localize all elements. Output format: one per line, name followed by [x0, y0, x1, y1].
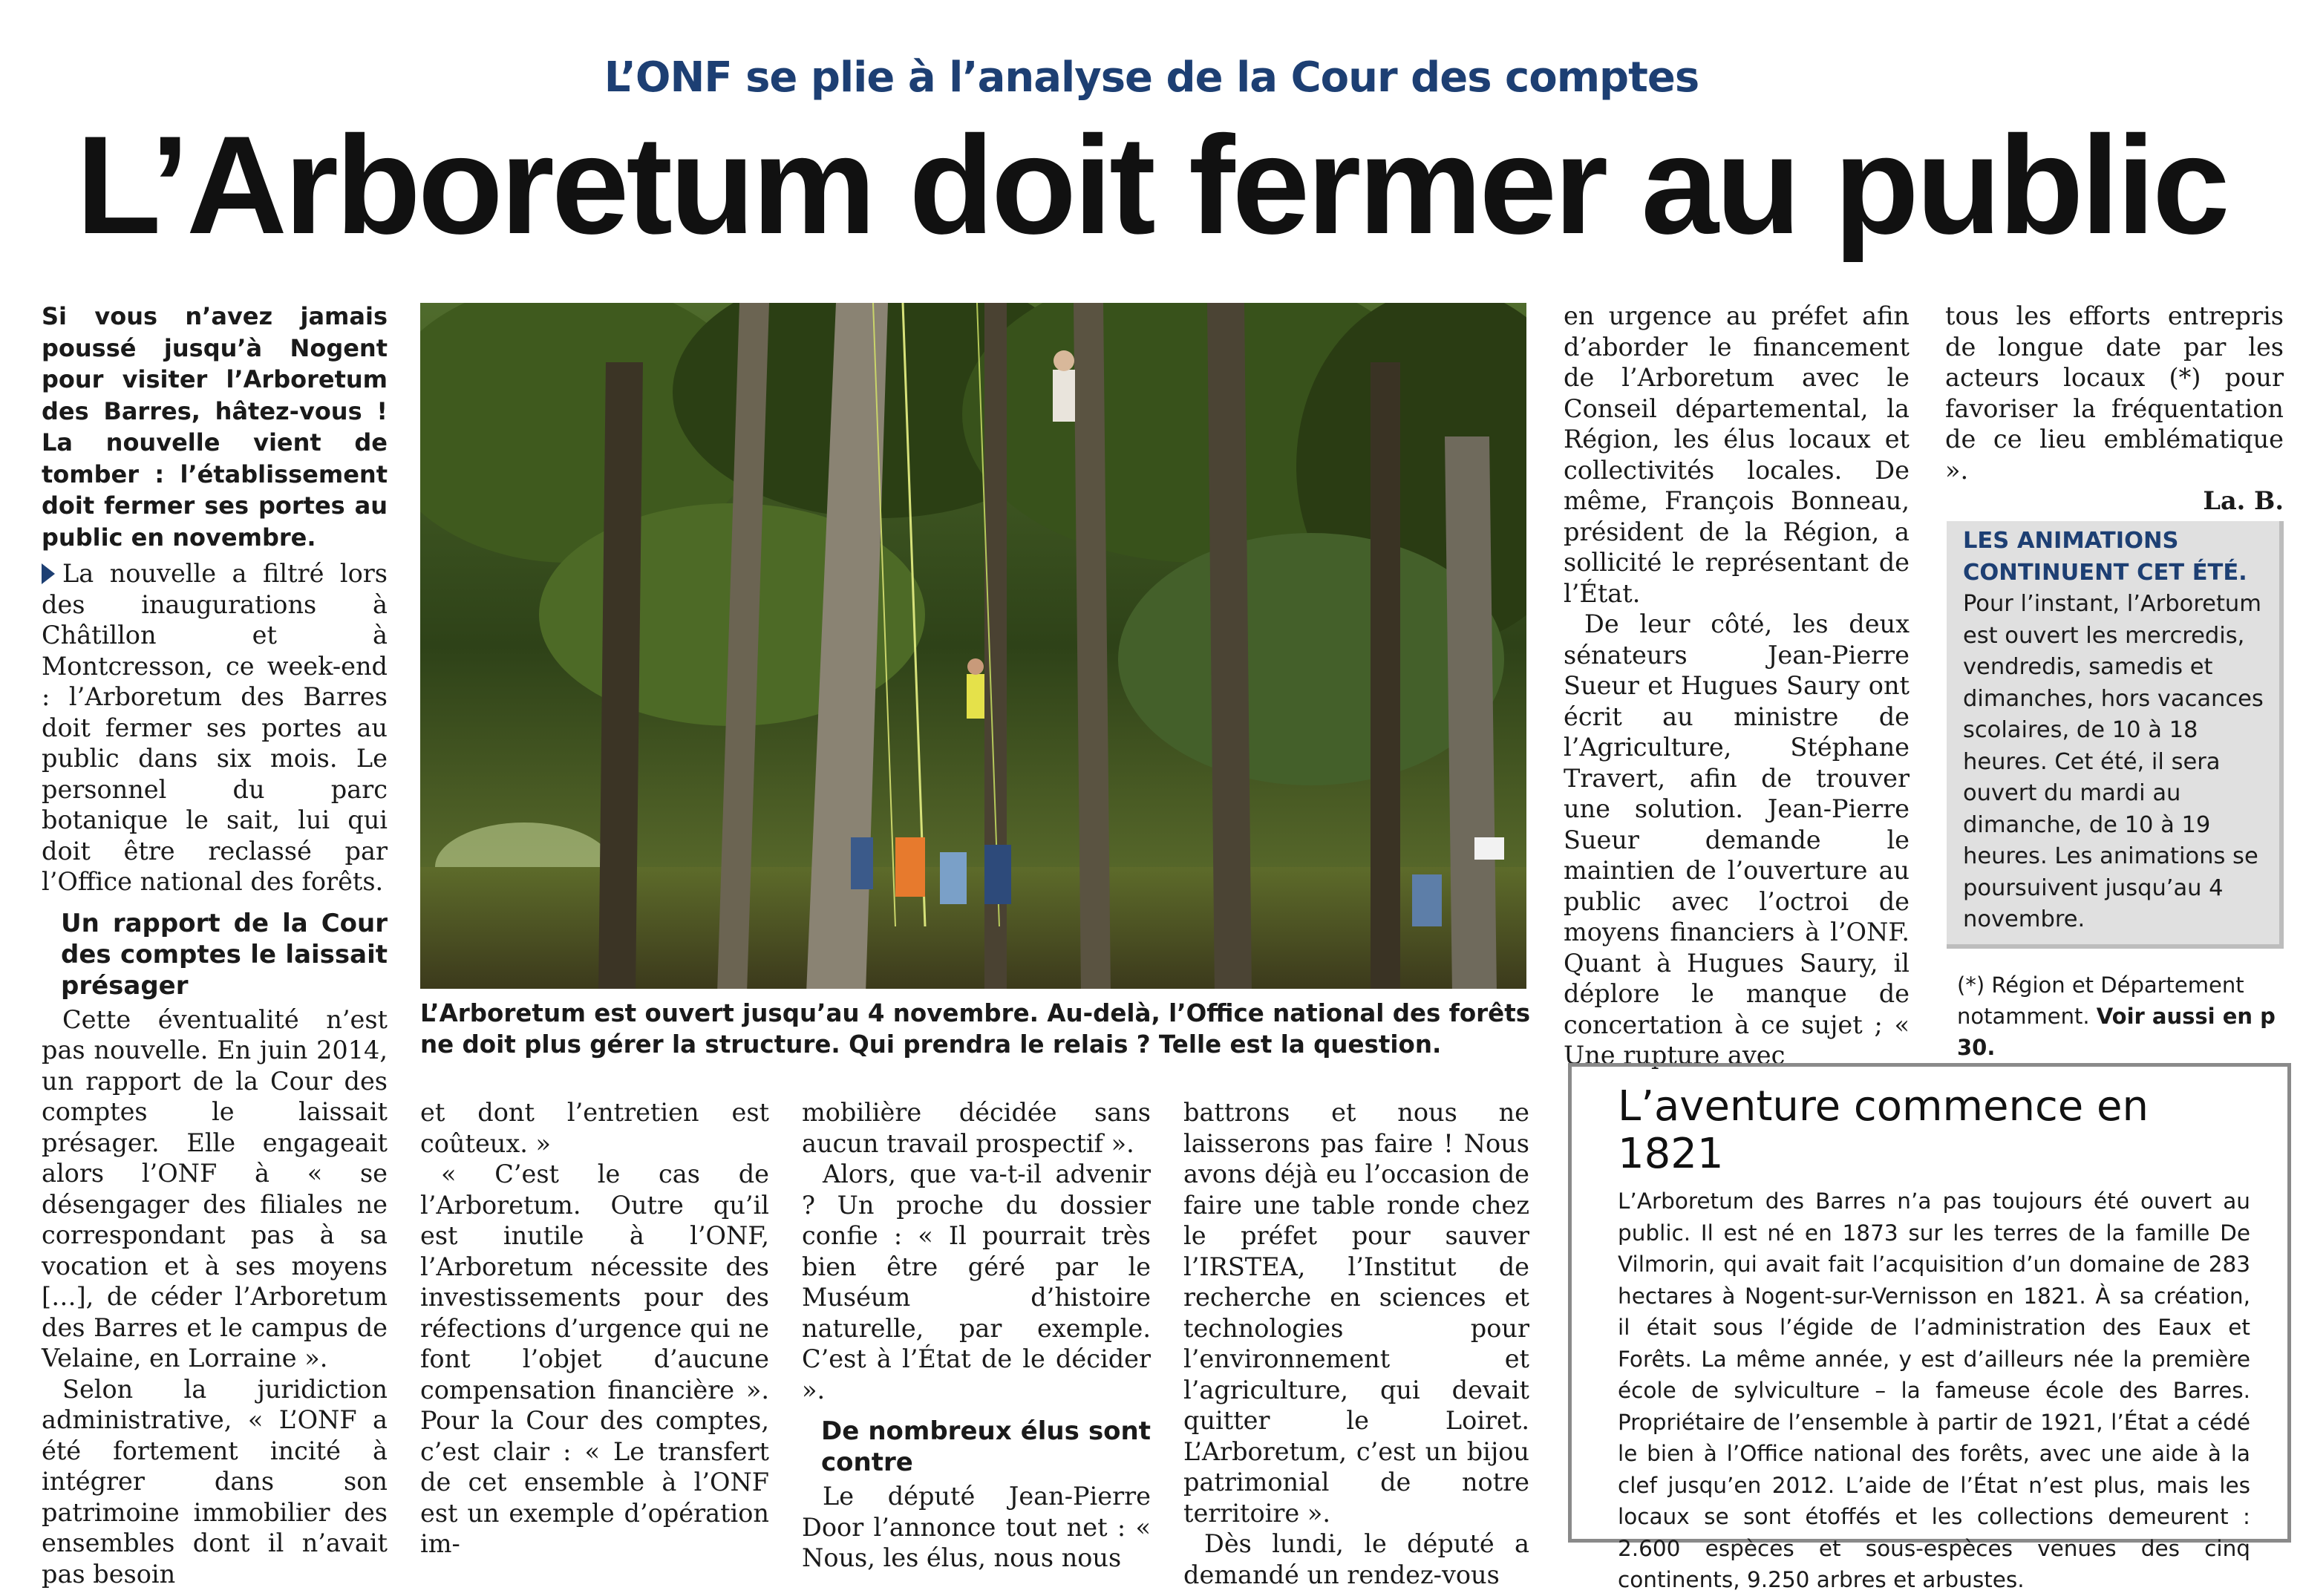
paragraph-marker-icon: [42, 563, 55, 584]
col6-paragraph-1: tous les efforts entrepris de longue date par les acteurs locaux (*) pour favoriser la fréquentation de ce lieu emblématique ».: [1945, 301, 2284, 485]
col3-paragraph-3: Le député Jean-Pierre Door l’annonce tout net : « Nous, les élus, nous nous: [802, 1482, 1151, 1572]
col3-paragraph-1: mobilière décidée sans aucun travail prospectif ».: [802, 1098, 1151, 1158]
column-2: [420, 1097, 769, 1560]
history-box: [1568, 1063, 2291, 1592]
sidebox-title: LES ANIMATIONS CONTINUENT CET ÉTÉ.: [1963, 528, 2247, 586]
article-lead: Si vous n’avez jamais poussé jusqu’à Nogent pour visiter l’Arboretum des Barres, hâtez-vous ! La nouvelle vient de tomber : l’établissement doit fermer ses portes au public en novembre.: [42, 302, 388, 552]
col3-subheading: De nombreux élus sont contre: [821, 1416, 1151, 1477]
author-signature: La. B.: [2203, 486, 2284, 515]
animations-sidebox: [1947, 521, 2284, 949]
forest-photo-illustration: [420, 303, 1526, 989]
col3-paragraph-2: Alors, que va-t-il advenir ? Un proche du dossier confie : « Il pourrait très bien être géré par le Muséum d’histoire naturelle, par exemple. C’est à l’État de le décider ».: [802, 1160, 1151, 1404]
col4-paragraph-2: Dès lundi, le député a demandé un rendez-vous: [1183, 1529, 1529, 1589]
column-1: [42, 558, 388, 1589]
col2-paragraph-2: « C’est le cas de l’Arboretum. Outre qu’il est inutile à l’ONF, l’Arboretum nécessite des investissements pour des réfections d’urgence qui ne font l’objet d’aucune compensation financière ». Pour la Cour des comptes, c’est clair : « Le transfert de cet ensemble à l’ONF est un exemple d’opération im-: [420, 1160, 769, 1558]
col5-paragraph-1: en urgence au préfet afin d’aborder le financement de l’Arboretum avec le Conseil départemental, la Région, les élus locaux et collectivités locales. De même, François Bonneau, président de la Région, a sollicité le représentant de l’État.: [1564, 301, 1910, 608]
history-box-title: L’aventure commence en 1821: [1618, 1082, 2149, 1178]
footnote-text: (*) Région et Département notamment.: [1957, 972, 2244, 1029]
column-6: [1945, 301, 2284, 517]
col5-paragraph-2: De leur côté, les deux sénateurs Jean-Pierre Sueur et Hugues Saury ont écrit au ministre de l’Agriculture, Stéphane Travert, afin de trouver une solution. Jean-Pierre Sueur demande le maintien de l’ouverture au public avec l’octroi de moyens financiers à l’ONF. Quant à Hugues Saury, il déplore le manque de concertation à ce sujet ; « Une rupture avec: [1564, 609, 1910, 1070]
column-3: [802, 1097, 1151, 1574]
col4-paragraph-1: battrons et nous ne laisserons pas faire ! Nous avons déjà eu l’occasion de faire une table ronde chez le préfet pour sauver l’IRSTEA, l’Institut de recherche en sciences et technologies pour l’environnement et l’agriculture, qui devait quitter le Loiret. L’Arboretum, c’est un bijou patrimonial de notre territoire ».: [1183, 1098, 1529, 1528]
sidebox-text: Pour l’instant, l’Arboretum est ouvert les mercredis, vendredis, samedis et dimanches, hors vacances scolaires, de 10 à 18 heures. Cet été, il sera ouvert du mardi au dimanche, de 10 à 19 heures. Les animations se poursuivent jusqu’au 4 novembre.: [1963, 591, 2264, 932]
col1-paragraph-1: La nouvelle a filtré lors des inaugurations à Châtillon et à Montcresson, ce week-end : l’Arboretum des Barres doit fermer ses portes au public dans six mois. Le personnel du parc botanique le sait, lui qui doit être reclassé par l’Office national des forêts.: [42, 559, 388, 896]
footnote-see-also: Voir aussi en p 30.: [1957, 1004, 2276, 1060]
article-headline: L’Arboretum doit fermer au public: [76, 107, 2227, 263]
col1-paragraph-3: Selon la juridiction administrative, « L’ONF a été fortement incité à intégrer dans son patrimoine immobilier des ensembles dont il n’avait pas besoin: [42, 1374, 388, 1589]
article-photo: [420, 303, 1526, 989]
history-box-text: L’Arboretum des Barres n’a pas toujours été ouvert au public. Il est né en 1873 sur les terres de la famille De Vilmorin, qui avait fait l’acquisition d’un domaine de 283 hectares à Nogent-sur-Vernisson en 1821. À sa création, il était sous l’égide de l’administration des Eaux et Forêts. La même année, y est d’ailleurs née la première école de sylviculture – la fameuse école des Barres. Propriétaire de l’ensemble à partir de 1921, l’État a cédé le bien à l’Office national des forêts, avec une aide à la clef jusqu’en 2012. L’aide de l’État n’est plus, mais les locaux se sont étoffés et les collections demeurent : 2.600 espèces et sous-espèces venues des cinq continents, 9.250 arbres et arbustes.: [1618, 1188, 2250, 1592]
footnote: [1957, 969, 2284, 1063]
column-4: [1183, 1097, 1529, 1590]
col1-paragraph-2: Cette éventualité n’est pas nouvelle. En juin 2014, un rapport de la Cour des comptes le laissait présager. Elle engageait alors l’ONF à « se désengager des filiales ne correspondant pas à sa vocation et à ses moyens […], de céder l’Arboretum des Barres et le campus de Velaine, en Lorraine ».: [42, 1004, 388, 1373]
col2-paragraph-1: et dont l’entretien est coûteux. »: [420, 1098, 769, 1158]
col1-subheading: Un rapport de la Cour des comptes le laissait présager: [61, 908, 388, 1001]
photo-caption: L’Arboretum est ouvert jusqu’au 4 novembre. Au-delà, l’Office national des forêts ne doit plus gérer la structure. Qui prendra le relais ? Telle est la question.: [420, 999, 1531, 1059]
column-5: [1564, 301, 1910, 1071]
article-kicker: L’ONF se plie à l’analyse de la Cour des comptes: [604, 53, 1699, 102]
